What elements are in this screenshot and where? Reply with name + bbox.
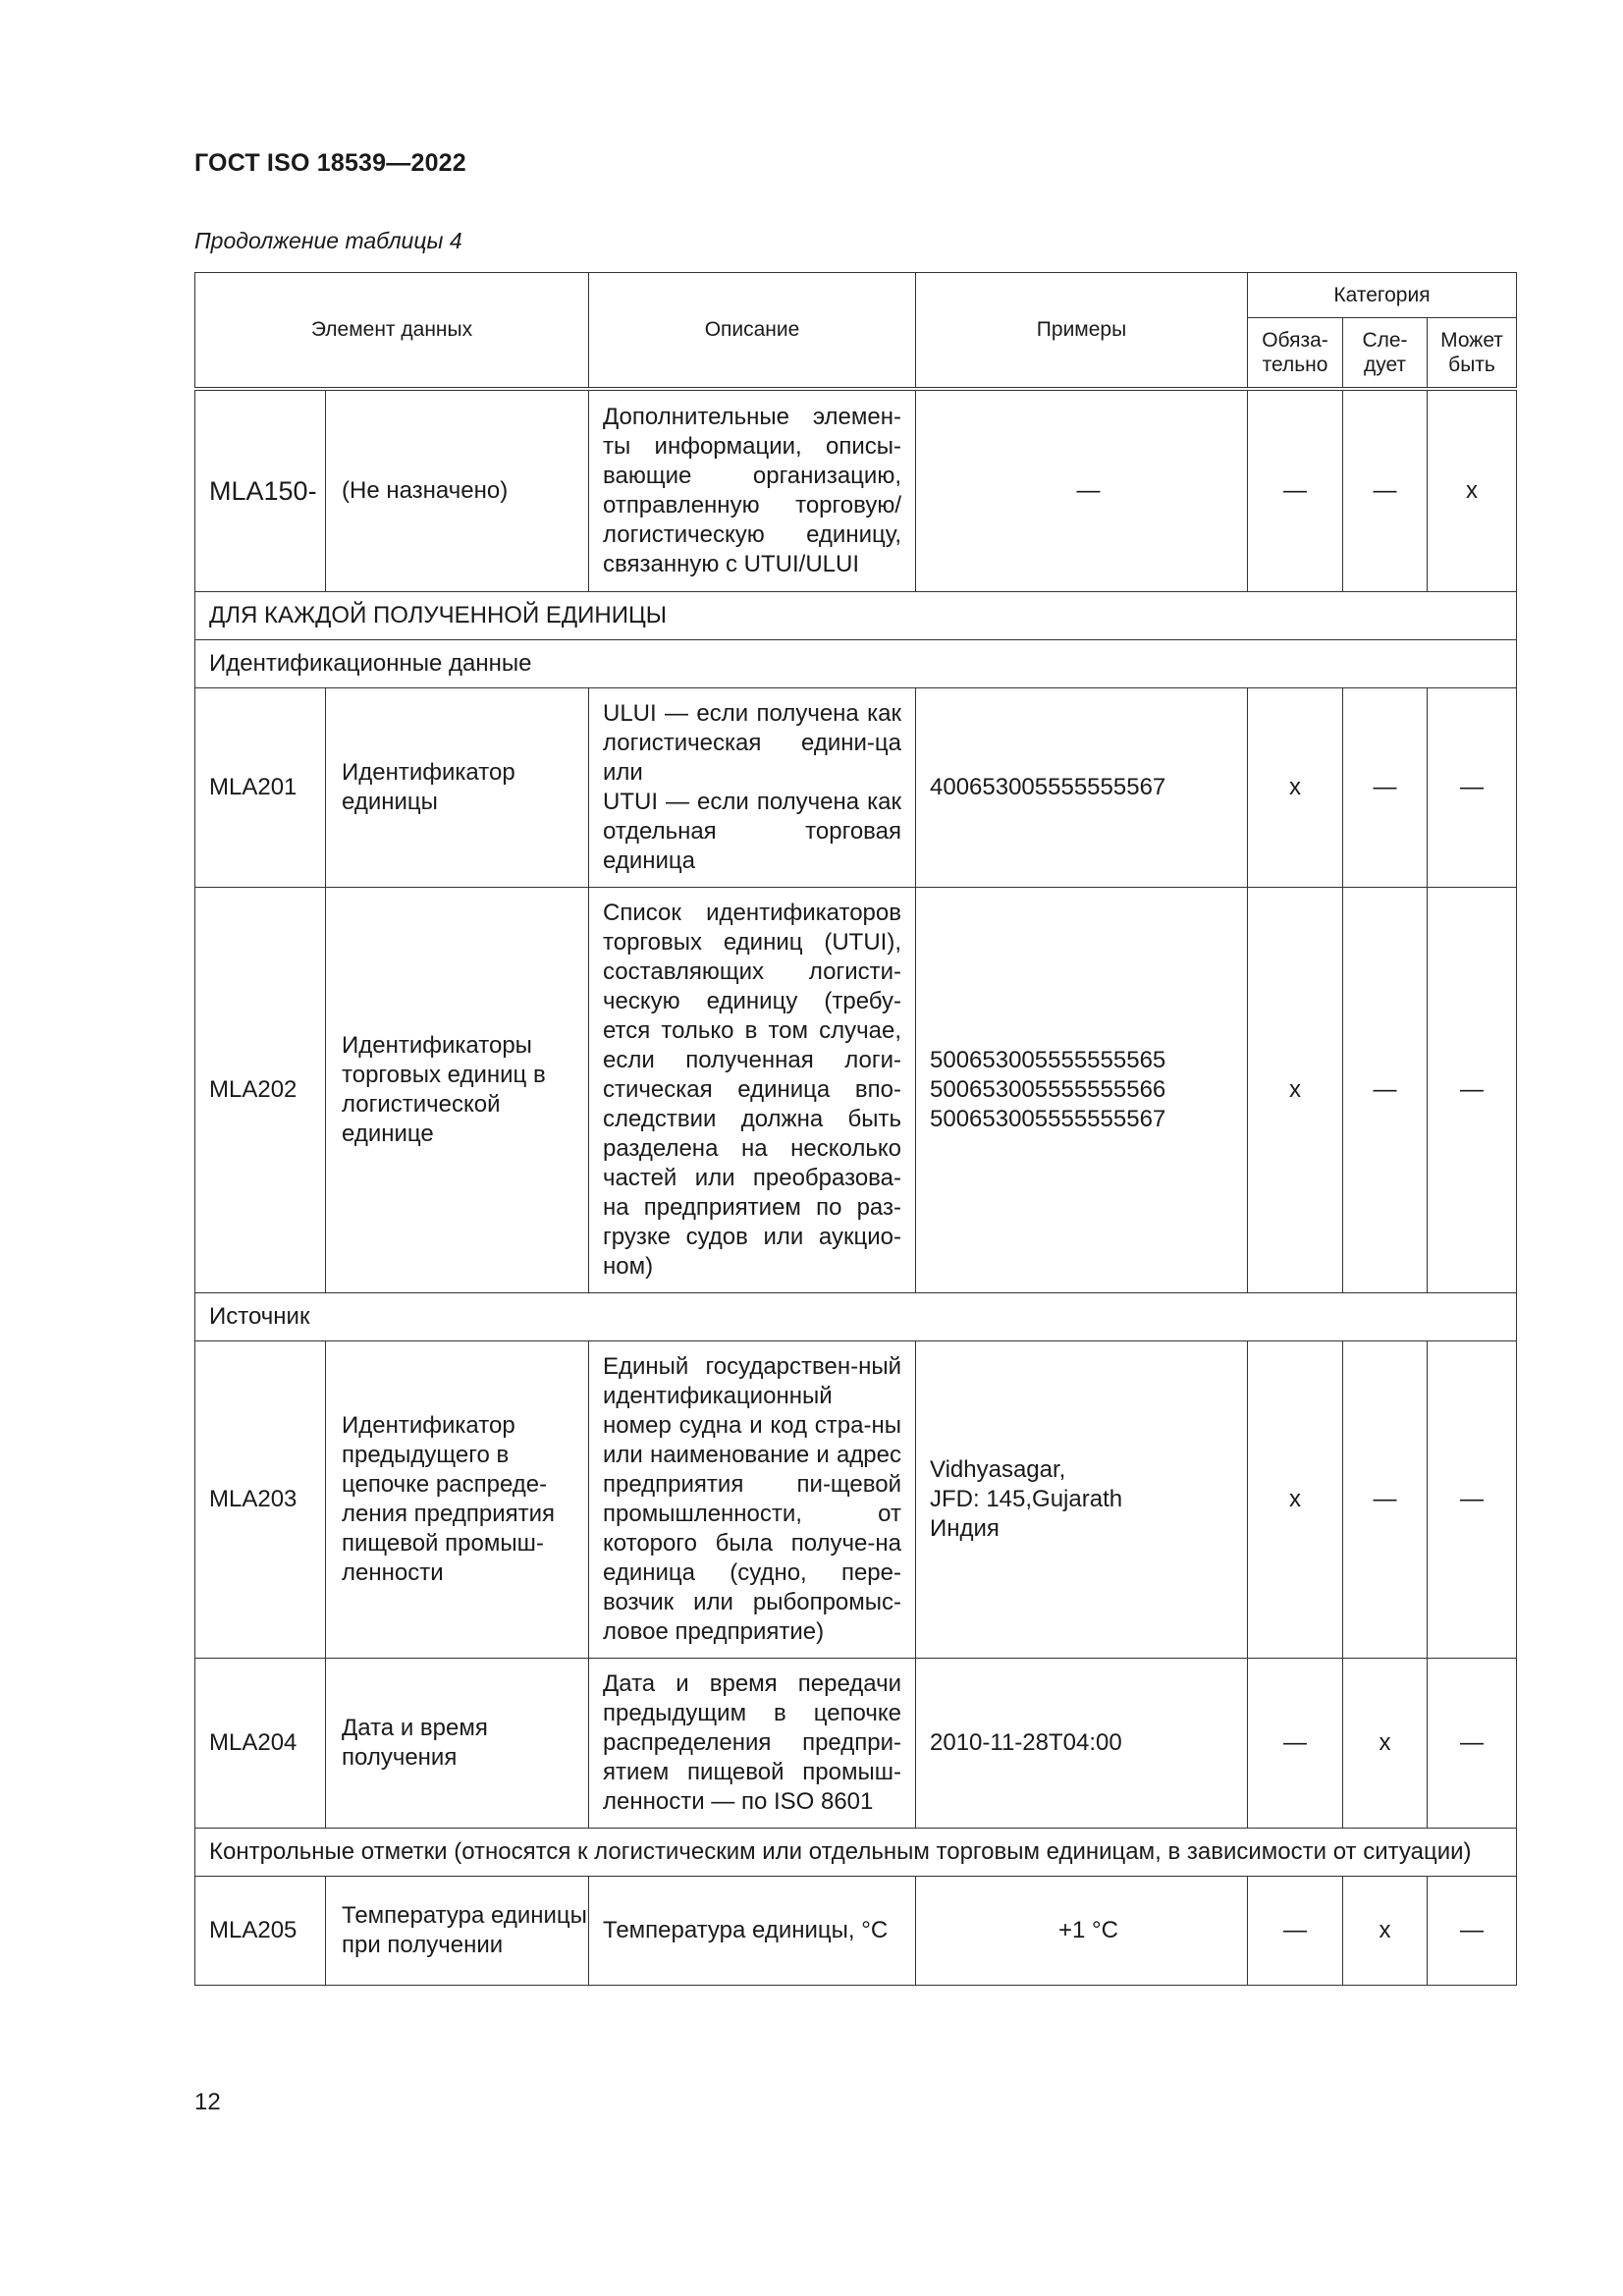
element-description: Дополнительные элемен-ты информации, описы-вающие организацию, отправленную торговую/ логистическую единицу, связанную с UTUI/ULUI (589, 389, 916, 592)
element-examples: 2010-11-28T04:00 (916, 1659, 1248, 1829)
header-element: Элемент данных (195, 273, 589, 389)
data-elements-table (194, 272, 1517, 1986)
table-row (195, 1659, 1517, 1829)
header-may (1428, 318, 1517, 389)
element-description: Температура единицы, °С (589, 1877, 916, 1986)
element-code: MLA203 (195, 1341, 326, 1659)
element-examples: — (916, 389, 1248, 592)
mark-should: — (1343, 888, 1428, 1293)
element-name: Идентификаторы торговых единиц в логистической единице (326, 888, 589, 1293)
element-examples: 400653005555555567 (916, 688, 1248, 888)
element-code: MLA204 (195, 1659, 326, 1829)
subsection-row (195, 1293, 1517, 1341)
mark-mandatory: x (1248, 1341, 1343, 1659)
element-examples (916, 888, 1248, 1293)
header-should-text: Сле- дует (1362, 328, 1408, 376)
mark-mandatory: — (1248, 1659, 1343, 1829)
mark-should: — (1343, 389, 1428, 592)
subsection-row (195, 640, 1517, 688)
subsection-identification: Идентификационные данные (195, 640, 1517, 688)
document-header: ГОСТ ISO 18539—2022 (194, 149, 466, 177)
header-mandatory (1248, 318, 1343, 389)
header-mandatory-text: Обяза- тельно (1262, 328, 1328, 376)
header-examples: Примеры (916, 273, 1248, 389)
element-description: Дата и время передачи предыдущим в цепочке распределения предпри-ятием пищевой промыш-ленности — по ISO 8601 (589, 1659, 916, 1829)
header-should (1343, 318, 1428, 389)
mark-mandatory: x (1248, 888, 1343, 1293)
mark-should: x (1343, 1877, 1428, 1986)
table-continuation-label: Продолжение таблицы 4 (194, 228, 462, 253)
element-name: (Не назначено) (326, 389, 589, 592)
table-row (195, 888, 1517, 1293)
mark-may: — (1428, 1341, 1517, 1659)
header-description: Описание (589, 273, 916, 389)
subsection-row (195, 1829, 1517, 1877)
table-row (195, 1341, 1517, 1659)
section-row (195, 592, 1517, 640)
mark-may: — (1428, 1877, 1517, 1986)
element-name: Идентификатор предыдущего в цепочке распреде-ления предприятия пищевой промыш-ленности (326, 1341, 589, 1659)
element-name: Идентификатор единицы (326, 688, 589, 888)
mark-mandatory: — (1248, 1877, 1343, 1986)
element-examples-text: Vidhyasagar, JFD: 145,Gujarath Индия (930, 1456, 1123, 1542)
table-row (195, 389, 1517, 592)
mark-should: — (1343, 688, 1428, 888)
element-code: MLA150- (195, 389, 326, 592)
table-row (195, 1877, 1517, 1986)
section-received-units: ДЛЯ КАЖДОЙ ПОЛУЧЕННОЙ ЕДИНИЦЫ (195, 592, 1517, 640)
mark-mandatory: — (1248, 389, 1343, 592)
element-name: Дата и время получения (326, 1659, 589, 1829)
element-description: Единый государствен-ный идентификационный номер судна и код стра-ны или наименование и адрес предприятия пи-щевой промышленности, от которого была получе-на единица (судно, пере-возчик или рыбопромыс-ловое предприятие) (589, 1341, 916, 1659)
header-may-text: Может быть (1440, 328, 1503, 376)
page-number: 12 (194, 2089, 221, 2115)
subsection-control-marks: Контрольные отметки (относятся к логистическим или отдельным торговым единицам, в зависимости от ситуации) (195, 1829, 1517, 1877)
element-name: Температура единицы при получении (326, 1877, 589, 1986)
mark-may: — (1428, 888, 1517, 1293)
header-category: Категория (1248, 273, 1517, 318)
element-code: MLA205 (195, 1877, 326, 1986)
element-code: MLA202 (195, 888, 326, 1293)
mark-should: x (1343, 1659, 1428, 1829)
element-examples-text: 500653005555555565 500653005555555566 500653005555555567 (930, 1047, 1166, 1132)
mark-should: — (1343, 1341, 1428, 1659)
element-description-text: ULUI — если получена как логистическая едини-ца или UTUI — если получена как отдельная торговая единица (603, 700, 901, 874)
mark-may: x (1428, 389, 1517, 592)
element-description (589, 688, 916, 888)
mark-mandatory: x (1248, 688, 1343, 888)
subsection-source: Источник (195, 1293, 1517, 1341)
element-examples: +1 °С (916, 1877, 1248, 1986)
mark-may: — (1428, 1659, 1517, 1829)
table-row (195, 688, 1517, 888)
element-description: Список идентификаторов торговых единиц (UTUI), составляющих логисти-ческую единицу (требу-ется только в том случае, если полученная логи-стическая единица впо-следствии должна быть разделена на несколько частей или преобразова-на предприятием по раз-грузке судов или аукцио-ном) (589, 888, 916, 1293)
element-examples (916, 1341, 1248, 1659)
element-code: MLA201 (195, 688, 326, 888)
mark-may: — (1428, 688, 1517, 888)
